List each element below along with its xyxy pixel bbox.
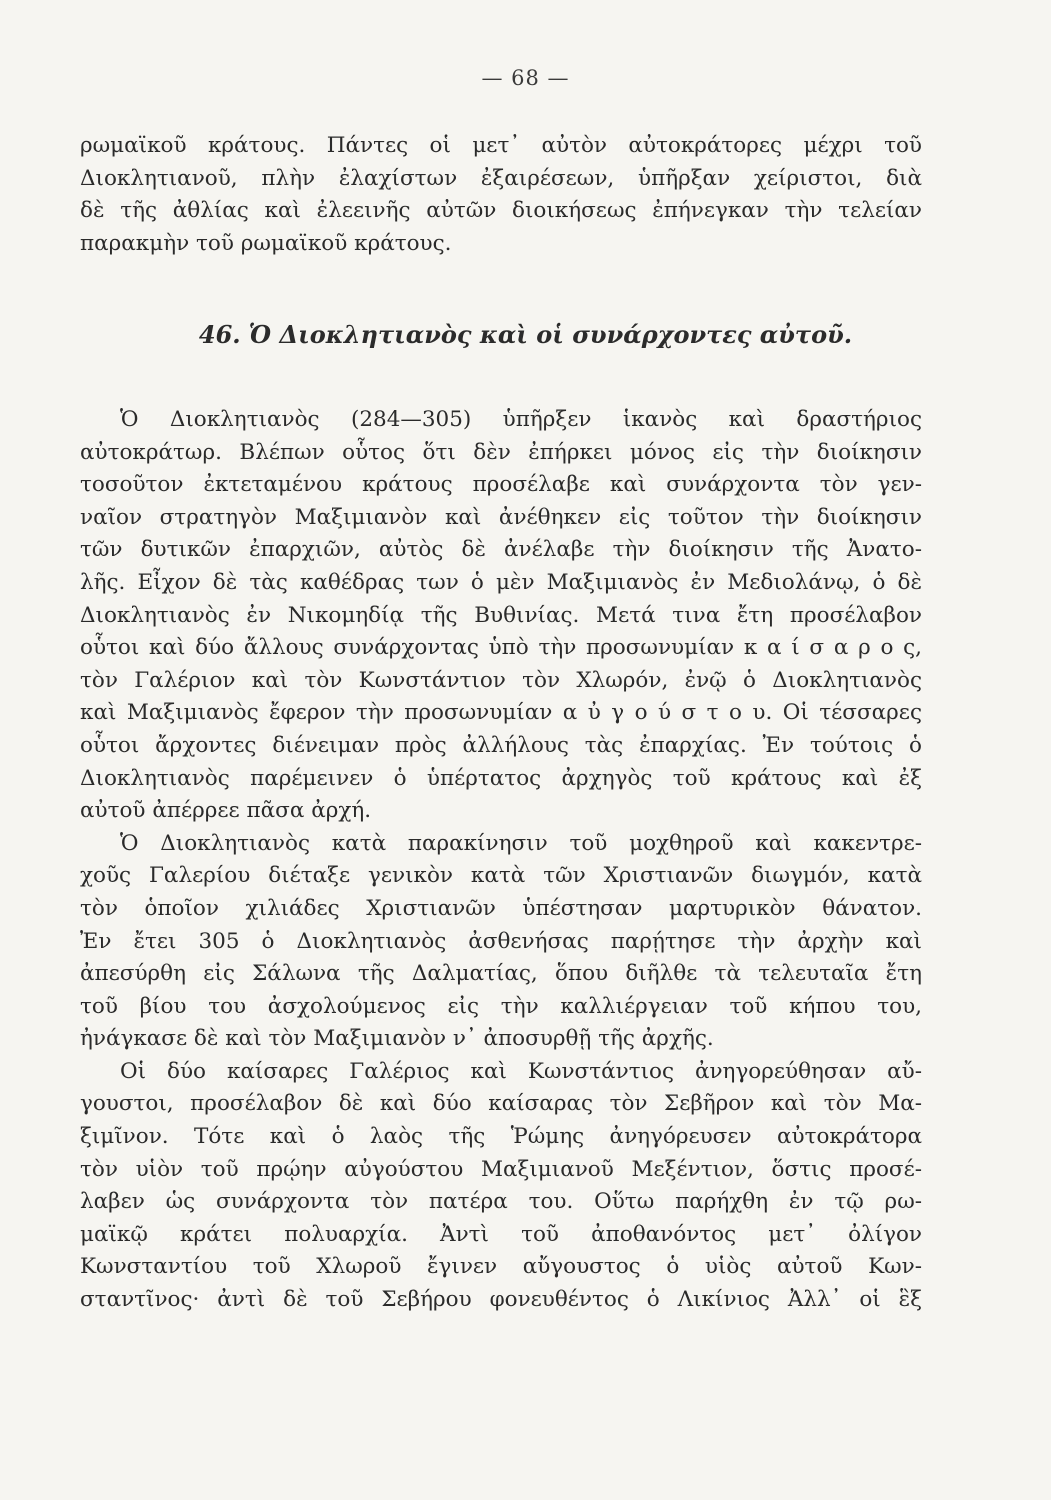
text-line: Οἱ δύο καίσαρες Γαλέριος καὶ Κωνστάντιος ἀνηγορεύθησαν αὔ- (120, 1058, 922, 1084)
text-line: ἀπεσύρθη εἰς Σάλωνα τῆς Δαλματίας, ὅπου διῆλθε τὰ τελευταῖα ἔτη (80, 961, 922, 987)
text-line: παρακμὴν τοῦ ρωμαϊκοῦ κράτους. (80, 230, 452, 256)
text-line: γουστοι, προσέλαβον δὲ καὶ δύο καίσαρας τὸν Σεβῆρον καὶ τὸν Μα- (80, 1091, 922, 1117)
text-line: δὲ τῆς ἀθλίας καὶ ἐλεεινῆς αὐτῶν διοικήσεως ἐπήνεγκαν τὴν τελείαν (80, 198, 922, 224)
paragraph-continuation (80, 130, 922, 260)
section-number: 46. (198, 320, 241, 349)
text-line: τὸν υἱὸν τοῦ πρῴην αὐγούστου Μαξιμιανοῦ Μεξέντιον, ὅστις προσέ- (80, 1156, 922, 1182)
text-line: μαϊκῷ κράτει πολυαρχία. Ἀντὶ τοῦ ἀποθανόντος μετ᾽ ὀλίγον (80, 1221, 922, 1247)
text-line: οὗτοι ἄρχοντες διένειμαν πρὸς ἀλλήλους τὰς ἐπαρχίας. Ἐν τούτοις ὁ (80, 732, 922, 758)
text-line: λῆς. Εἶχον δὲ τὰς καθέδρας των ὁ μὲν Μαξιμιανὸς ἐν Μεδιολάνῳ, ὁ δὲ (80, 569, 922, 595)
text-line: σταντῖνος· ἀντὶ δὲ τοῦ Σεβήρου φονευθέντος ὁ Λικίνιος Ἀλλ᾽ οἱ ἓξ (80, 1287, 922, 1313)
text-line: ρωμαϊκοῦ κράτους. Πάντες οἱ μετ᾽ αὐτὸν αὐτοκράτορες μέχρι τοῦ (80, 133, 922, 158)
text-line: καὶ Μαξιμιανὸς ἔφερον τὴν προσωνυμίαν α ὐ γ ο ύ σ τ ο υ. Οἱ τέσσαρες (80, 700, 922, 726)
text-line: ἠνάγκασε δὲ καὶ τὸν Μαξιμιανὸν ν᾽ ἀποσυρθῇ τῆς ἀρχῆς. (80, 1026, 714, 1052)
text-line: οὗτοι καὶ δύο ἄλλους συνάρχοντας ὑπὸ τὴν προσωνυμίαν κ α ί σ α ρ ο ς, (80, 635, 922, 661)
section-heading (0, 320, 1051, 349)
section-title: Ὁ Διοκλητιανὸς καὶ οἱ συνάρχοντες αὐτοῦ. (248, 320, 853, 349)
text-line: αὐτοῦ ἀπέρρεε πᾶσα ἀρχή. (80, 798, 372, 824)
text-line: ναῖον στρατηγὸν Μαξιμιανὸν καὶ ἀνέθηκεν εἰς τοῦτον τὴν διοίκησιν (80, 504, 922, 530)
text-line: Κωνσταντίου τοῦ Χλωροῦ ἔγινεν αὔγουστος ὁ υἱὸς αὐτοῦ Κων- (80, 1254, 922, 1280)
text-line: αὐτοκράτωρ. Βλέπων οὗτος ὅτι δὲν ἐπήρκει μόνος εἰς τὴν διοίκησιν (80, 439, 922, 465)
section-body (80, 404, 922, 1317)
page-number: — 68 — (481, 66, 570, 90)
text-line: Διοκλητιανὸς παρέμεινεν ὁ ὑπέρτατος ἀρχηγὸς τοῦ κράτους καὶ ἐξ (80, 765, 922, 791)
text-line: τὸν Γαλέριον καὶ τὸν Κωνστάντιον τὸν Χλωρόν, ἐνῷ ὁ Διοκλητιανὸς (80, 667, 922, 693)
text-line: τοσοῦτον ἐκτεταμένου κράτους προσέλαβε καὶ συνάρχοντα τὸν γεν- (80, 472, 922, 498)
text-line: ξιμῖνον. Τότε καὶ ὁ λαὸς τῆς Ῥώμης ἀνηγόρευσεν αὐτοκράτορα (80, 1124, 922, 1150)
text-line: Διοκλητιανὸς ἐν Νικομηδίᾳ τῆς Βυθινίας. Μετά τινα ἔτη προσέλαβον (80, 602, 922, 628)
text-line: λαβεν ὡς συνάρχοντα τὸν πατέρα του. Οὕτω παρήχθη ἐν τῷ ρω- (80, 1189, 922, 1215)
text-line: Ὁ Διοκλητιανὸς (284—305) ὑπῆρξεν ἱκανὸς καὶ δραστήριος (120, 407, 922, 432)
text-line: τῶν δυτικῶν ἐπαρχιῶν, αὐτὸς δὲ ἀνέλαβε τὴν διοίκησιν τῆς Ἀνατο- (80, 537, 922, 563)
text-line: Ὁ Διοκλητιανὸς κατὰ παρακίνησιν τοῦ μοχθηροῦ καὶ κακεντρε- (120, 830, 922, 856)
text-line: τοῦ βίου του ἀσχολούμενος εἰς τὴν καλλιέργειαν τοῦ κήπου του, (80, 993, 922, 1019)
text-line: Διοκλητιανοῦ, πλὴν ἐλαχίστων ἐξαιρέσεων, ὑπῆρξαν χείριστοι, διὰ (80, 165, 922, 191)
text-line: τὸν ὁποῖον χιλιάδες Χριστιανῶν ὑπέστησαν μαρτυρικὸν θάνατον. (80, 895, 922, 921)
text-line: Ἐν ἔτει 305 ὁ Διοκλητιανὸς ἀσθενήσας παρῄτησε τὴν ἀρχὴν καὶ (80, 928, 922, 954)
text-line: χοῦς Γαλερίου διέταξε γενικὸν κατὰ τῶν Χριστιανῶν διωγμόν, κατὰ (80, 863, 922, 889)
